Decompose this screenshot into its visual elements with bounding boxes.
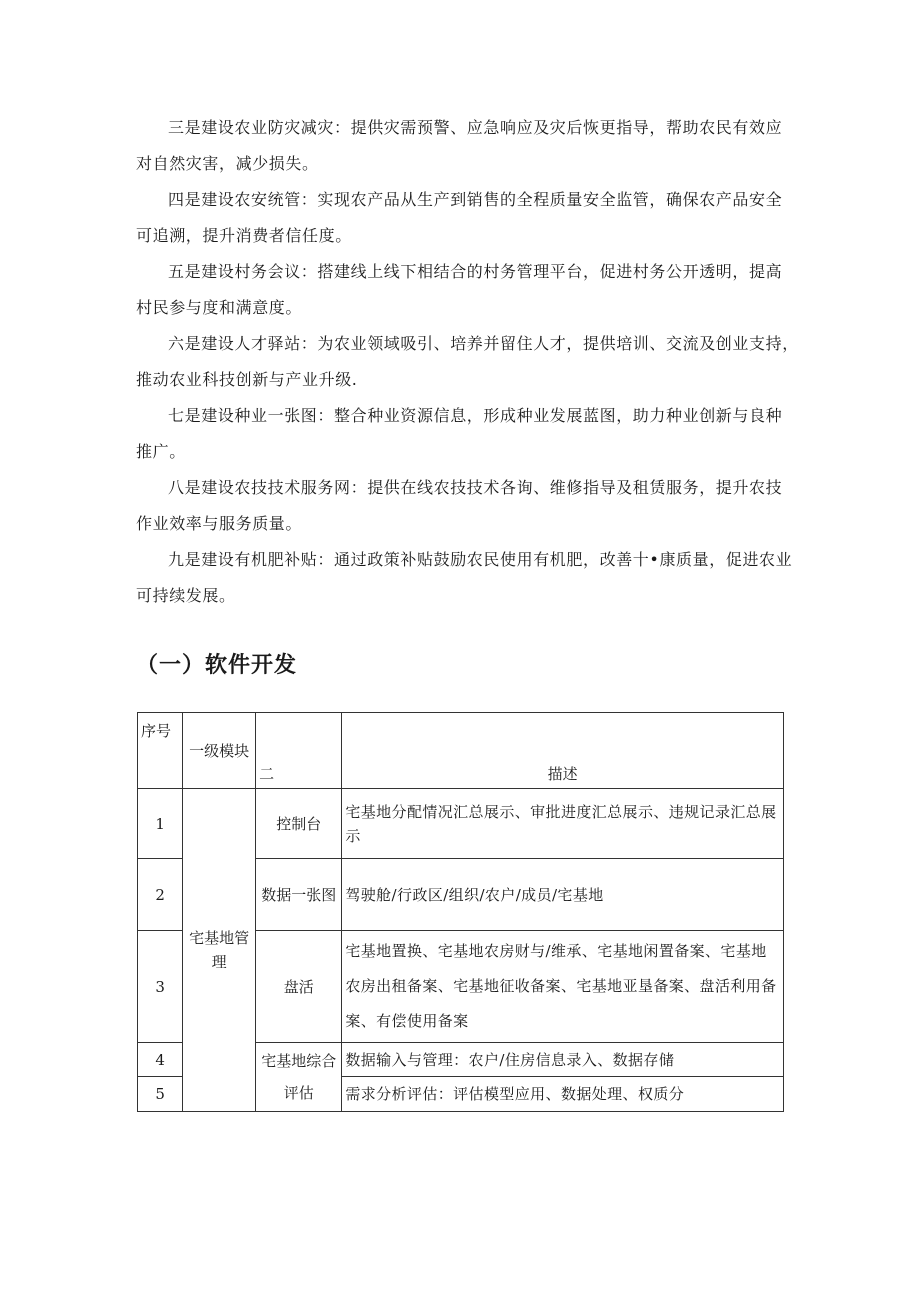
module-table (137, 712, 784, 1112)
row-level2: 控制台 (256, 789, 342, 859)
row-level2: 宅基地综合评估 (256, 1043, 342, 1112)
row-seq: 1 (138, 789, 183, 859)
row-desc: 驾驶舱/行政区/组织/农户/成员/宅基地 (342, 859, 784, 931)
header-seq: 序号 (138, 713, 183, 789)
section-title: （一）软件开发 (136, 653, 298, 678)
paragraph-line: 推动农业科技创新与产业升级. (136, 370, 358, 389)
paragraph-line: 可持续发展。 (136, 586, 236, 605)
paragraph-line: 四是建设农安统管：实现农产品从生产到销售的全程质量安全监管，确保农产品安全 (168, 190, 783, 209)
paragraph-8 (136, 470, 796, 542)
row-desc: 数据输入与管理：农户/住房信息录入、数据存储 (342, 1043, 784, 1077)
paragraph-line: 六是建设人才驿站：为农业领域吸引、培养并留住人才，提供培训、交流及创业支持， (168, 334, 799, 353)
paragraph-9 (136, 542, 796, 614)
header-desc: 描述 (342, 713, 784, 789)
row-desc: 宅基地分配情况汇总展示、审批进度汇总展示、违规记录汇总展示 (342, 789, 784, 859)
paragraph-line: 三是建设农业防灾减灾：提供灾需预警、应急响应及灾后恢更指导，帮助农民有效应 (168, 118, 783, 137)
table-header-row (138, 713, 784, 789)
paragraph-line: 作业效率与服务质量。 (136, 514, 303, 533)
paragraph-line: 八是建设农技技术服务网：提供在线农技技术各询、维修指导及租赁服务，提升农技 (168, 478, 783, 497)
paragraph-line: 推广。 (136, 442, 186, 461)
paragraph-5 (136, 254, 796, 326)
paragraph-4 (136, 182, 796, 254)
paragraph-line: 对自然灾害，减少损失。 (136, 154, 319, 173)
header-level2: 二 (256, 713, 342, 789)
row-seq: 3 (138, 931, 183, 1043)
paragraph-7 (136, 398, 796, 470)
table-row (138, 789, 784, 859)
row-desc: 宅基地置换、宅基地农房财与/维承、宅基地闲置备案、宅基地农房出租备案、宅基地征收备案、宅基地亚垦备案、盘活利用备案、有偿使用备案 (342, 931, 784, 1043)
level1-module: 宅基地管理 (183, 789, 256, 1112)
row-level2: 盘活 (256, 931, 342, 1043)
row-seq: 5 (138, 1077, 183, 1112)
paragraph-line: 七是建设种业一张图：整合种业资源信息，形成种业发展蓝图，助力种业创新与良种 (168, 406, 783, 425)
row-desc: 需求分析评估：评估模型应用、数据处理、权质分 (342, 1077, 784, 1112)
paragraph-line: 村民参与度和满意度。 (136, 298, 303, 317)
paragraph-line: 可追溯，提升消费者信任度。 (136, 226, 352, 245)
row-seq: 4 (138, 1043, 183, 1077)
row-seq: 2 (138, 859, 183, 931)
row-level2: 数据一张图 (256, 859, 342, 931)
paragraph-line: 五是建设村务会议：搭建线上线下相结合的村务管理平台，促进村务公开透明，提高 (168, 262, 783, 281)
paragraph-6 (136, 326, 799, 398)
header-level1: 一级模块 (183, 713, 256, 789)
paragraph-3 (136, 110, 796, 182)
paragraph-line: 九是建设有机肥补贴：通过政策补贴鼓励农民使用有机肥，改善十•康质量，促进农业 (168, 550, 793, 569)
